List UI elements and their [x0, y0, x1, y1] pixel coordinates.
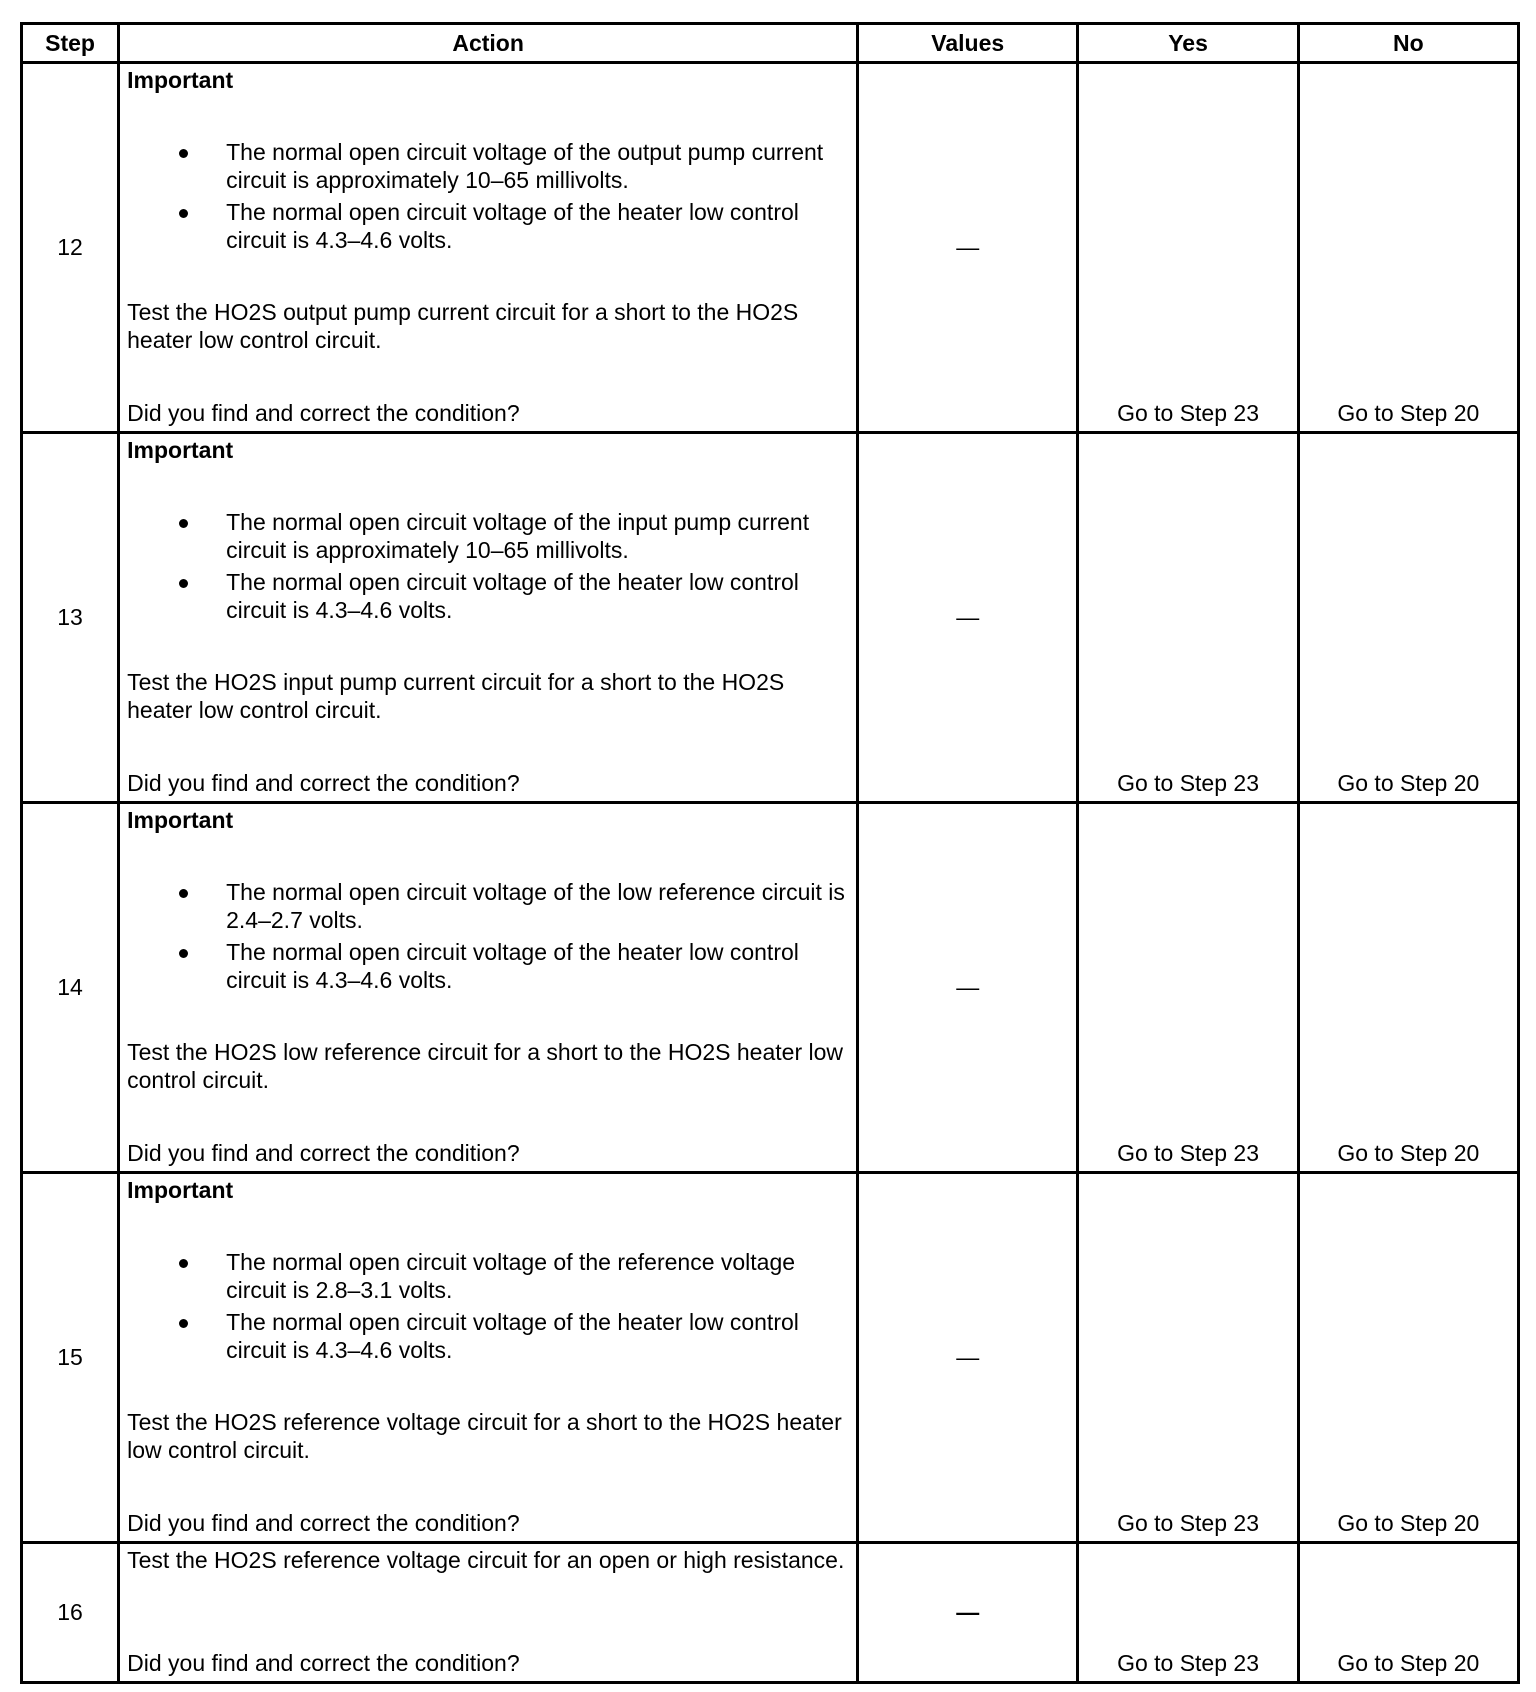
test-instruction: Test the HO2S output pump current circuit for a short to the HO2S heater low control circuit. — [127, 299, 799, 353]
step-number: 15 — [22, 1173, 119, 1543]
important-heading: Important — [127, 807, 234, 833]
list-item — [127, 508, 848, 564]
action-cell — [119, 1173, 858, 1543]
list-item — [127, 1248, 848, 1304]
bullet-icon — [179, 209, 188, 218]
values-cell — [858, 1543, 1078, 1683]
header-step: Step — [22, 24, 119, 63]
no-link[interactable]: Go to Step 20 — [1298, 1173, 1518, 1543]
note-text: The normal open circuit voltage of the heater low control circuit is 4.3–4.6 volts. — [226, 569, 799, 623]
header-action: Action — [119, 24, 858, 63]
value-dash: — — [956, 1344, 980, 1370]
test-instruction: Test the HO2S input pump current circuit for a short to the HO2S heater low control circuit. — [127, 669, 785, 723]
bullet-icon — [179, 1259, 188, 1268]
list-item — [127, 568, 848, 624]
yes-link[interactable]: Go to Step 23 — [1078, 1173, 1298, 1543]
question-text: Did you find and correct the condition? — [127, 1510, 520, 1536]
value-dash: — — [956, 234, 980, 260]
step-number: 16 — [22, 1543, 119, 1683]
yes-link[interactable]: Go to Step 23 — [1078, 63, 1298, 433]
value-dash: — — [956, 1599, 980, 1625]
notes-list — [127, 508, 848, 628]
note-text: The normal open circuit voltage of the output pump current circuit is approximately 10–65 millivolts. — [226, 139, 824, 193]
step-number: 14 — [22, 803, 119, 1173]
values-cell — [858, 803, 1078, 1173]
no-link[interactable]: Go to Step 20 — [1298, 433, 1518, 803]
value-dash: — — [956, 604, 980, 630]
table-header-row — [22, 24, 1519, 63]
bullet-icon — [179, 149, 188, 158]
table-row — [22, 1173, 1519, 1543]
table-row — [22, 433, 1519, 803]
note-text: The normal open circuit voltage of the input pump current circuit is approximately 10–65 millivolts. — [226, 509, 810, 563]
important-heading: Important — [127, 1177, 234, 1203]
table-row — [22, 63, 1519, 433]
no-link[interactable]: Go to Step 20 — [1298, 1543, 1518, 1683]
question-text: Did you find and correct the condition? — [127, 1650, 520, 1676]
note-text: The normal open circuit voltage of the reference voltage circuit is 2.8–3.1 volts. — [226, 1249, 796, 1303]
bullet-icon — [179, 519, 188, 528]
step-number: 12 — [22, 63, 119, 433]
note-text: The normal open circuit voltage of the low reference circuit is 2.4–2.7 volts. — [226, 879, 845, 933]
note-text: The normal open circuit voltage of the heater low control circuit is 4.3–4.6 volts. — [226, 199, 799, 253]
action-cell — [119, 63, 858, 433]
header-no: No — [1298, 24, 1518, 63]
important-heading: Important — [127, 67, 234, 93]
value-dash: — — [956, 974, 980, 1000]
step-number: 13 — [22, 433, 119, 803]
notes-list — [127, 138, 848, 258]
test-instruction: Test the HO2S low reference circuit for a short to the HO2S heater low control circuit. — [127, 1039, 843, 1093]
no-link[interactable]: Go to Step 20 — [1298, 803, 1518, 1173]
list-item — [127, 198, 848, 254]
bullet-icon — [179, 889, 188, 898]
question-text: Did you find and correct the condition? — [127, 770, 520, 796]
list-item — [127, 1308, 848, 1364]
yes-link[interactable]: Go to Step 23 — [1078, 433, 1298, 803]
question-text: Did you find and correct the condition? — [127, 1140, 520, 1166]
values-cell — [858, 1173, 1078, 1543]
table-row — [22, 1543, 1519, 1683]
header-yes: Yes — [1078, 24, 1298, 63]
notes-list — [127, 1248, 848, 1368]
values-cell — [858, 433, 1078, 803]
notes-list — [127, 878, 848, 998]
bullet-icon — [179, 1319, 188, 1328]
list-item — [127, 138, 848, 194]
list-item — [127, 878, 848, 934]
diagnostic-steps-table — [20, 22, 1520, 1684]
important-heading: Important — [127, 437, 234, 463]
list-item — [127, 938, 848, 994]
action-cell — [119, 1543, 858, 1683]
note-text: The normal open circuit voltage of the heater low control circuit is 4.3–4.6 volts. — [226, 1309, 799, 1363]
yes-link[interactable]: Go to Step 23 — [1078, 803, 1298, 1173]
values-cell — [858, 63, 1078, 433]
header-values: Values — [858, 24, 1078, 63]
action-cell — [119, 433, 858, 803]
bullet-icon — [179, 579, 188, 588]
yes-link[interactable]: Go to Step 23 — [1078, 1543, 1298, 1683]
action-cell — [119, 803, 858, 1173]
note-text: The normal open circuit voltage of the heater low control circuit is 4.3–4.6 volts. — [226, 939, 799, 993]
test-instruction: Test the HO2S reference voltage circuit for a short to the HO2S heater low control circuit. — [127, 1409, 842, 1463]
test-instruction: Test the HO2S reference voltage circuit for an open or high resistance. — [127, 1547, 845, 1573]
no-link[interactable]: Go to Step 20 — [1298, 63, 1518, 433]
table-row — [22, 803, 1519, 1173]
question-text: Did you find and correct the condition? — [127, 400, 520, 426]
bullet-icon — [179, 949, 188, 958]
